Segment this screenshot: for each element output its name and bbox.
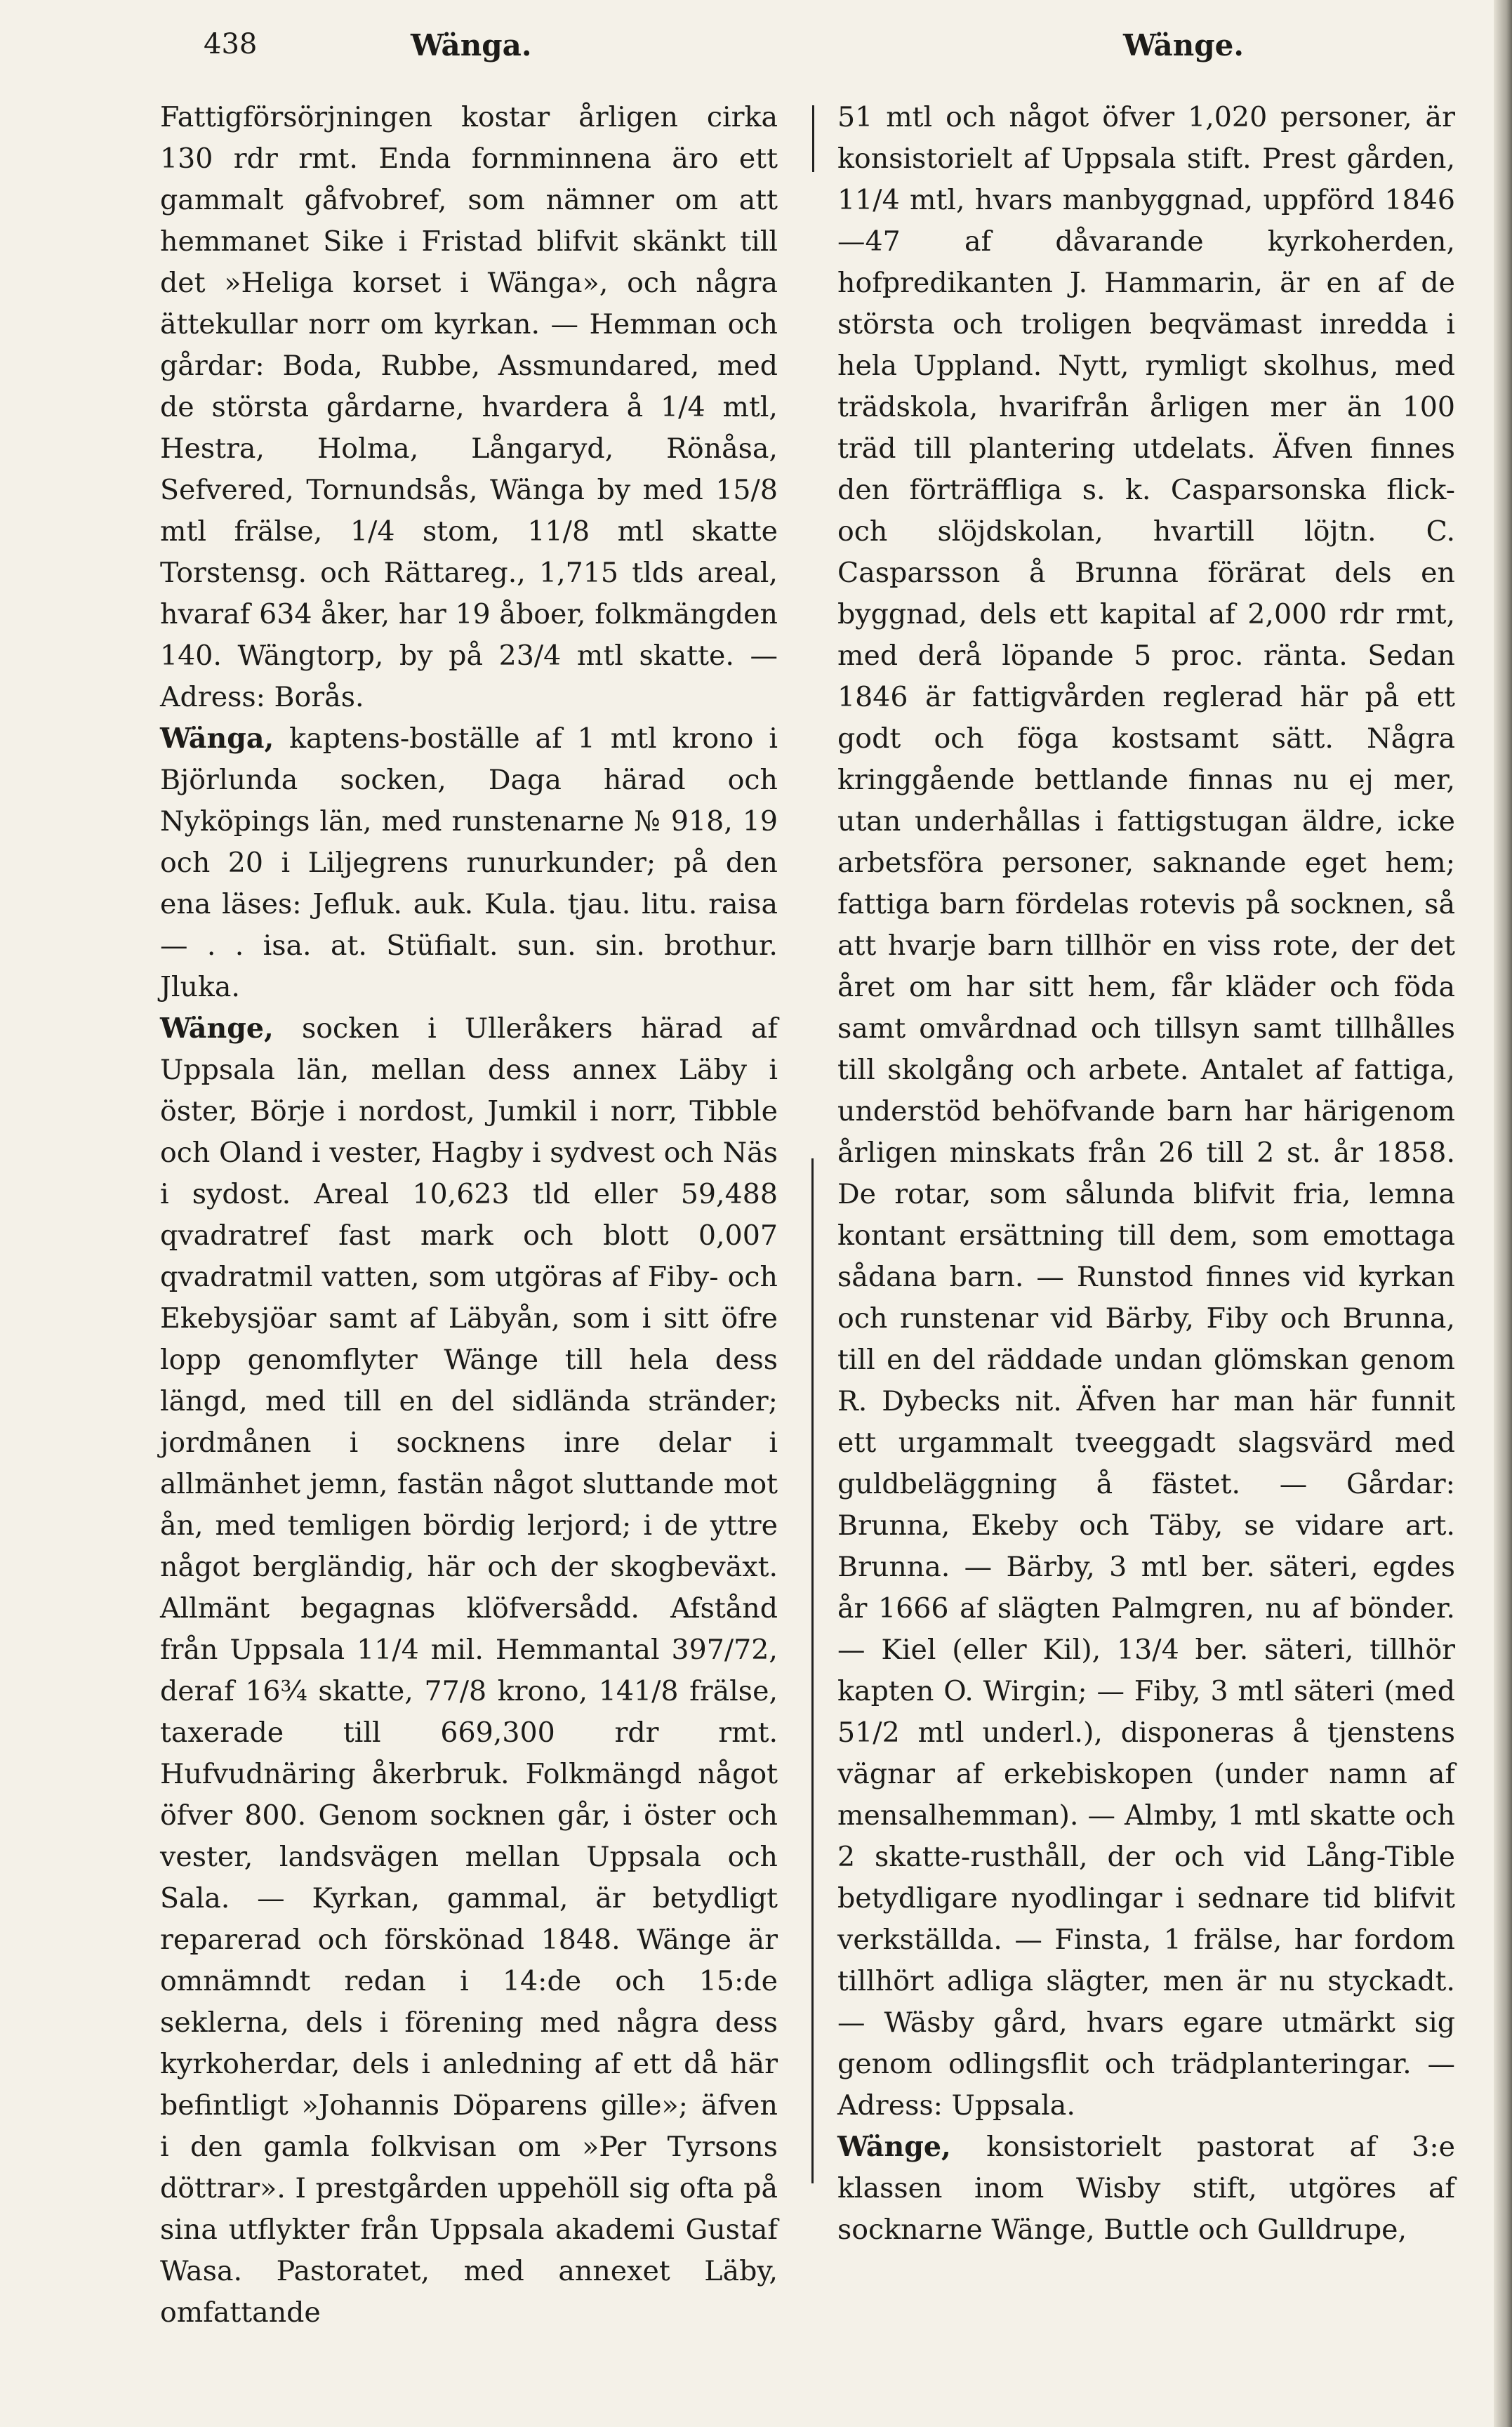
right-column xyxy=(837,97,1455,2251)
paragraph-wanga-kaptensbostalle xyxy=(160,718,778,1008)
page-edge-shadow xyxy=(1494,0,1512,2427)
entry-text: konsistorielt pastorat af 3:e klassen inom Wisby stift, utgöres af socknarne Wänge, Buttle och Gulldrupe, xyxy=(837,2131,1455,2246)
running-head-left: Wänga. xyxy=(411,28,532,62)
entry-heading: Wänge, xyxy=(160,1012,274,1045)
entry-text: socken i Ulleråkers härad af Uppsala län, mellan dess annex Läby i öster, Börje i nordost, Jumkil i norr, Tibble och Oland i vester, Hagby i sydvest och Näs i sydost. Areal 10,623 tld eller 59,488 qvadratref fast mark och blott 0,007 qvadratmil vatten, som utgöras af Fiby- och Ekebysjöar samt af Läbyån, som i sitt öfre lopp genomflyter Wänge till hela dess längd, med till en del sidlända stränder; jordmånen i socknens inre delar i allmänhet jemn, fastän något sluttande mot ån, med temligen bördig lerjord; i de yttre något bergländig, här och der skogbeväxt. Allmänt begagnas klöfversådd. Afstånd från Uppsala 11/4 mil. Hemmantal 397/72, deraf 16¾ skatte, 77/8 krono, 141/8 frälse, taxerade till 669,300 rdr rmt. Hufvudnäring åkerbruk. Folkmängd något öfver 800. Genom socknen går, i öster och vester, landsvägen mellan Uppsala och Sala. — Kyrkan, gammal, är betydligt reparerad och förskönad 1848. Wänge är omnämndt redan i 14:de och 15:de seklerna, dels i förening med några dess kyrkoherdar, dels i anledning af ett då här befintligt »Johannis Döparens gille»; äfven i den gamla folkvisan om »Per Tyrsons döttrar». I prestgården uppehöll sig ofta på sina utflykter från Uppsala akademi Gustaf Wasa. Pastoratet, med annexet Läby, omfattande xyxy=(160,1012,778,2329)
page-number: 438 xyxy=(204,28,258,60)
column-rule-upper xyxy=(812,105,814,172)
column-rule-lower xyxy=(811,1158,814,2183)
left-column xyxy=(160,97,778,2334)
paragraph-wange-pastorat xyxy=(837,2127,1455,2251)
entry-heading: Wänge, xyxy=(837,2131,951,2163)
running-head-right: Wänge. xyxy=(1123,28,1244,62)
paragraph-fattigforsorjning: Fattigförsörjningen kostar årligen cirka 130 rdr rmt. Enda fornminnena äro ett gammalt gåfvobref, som nämner om att hemmanet Sike i Fristad blifvit skänkt till det »Heliga korset i Wänga», och några ättekullar norr om kyrkan. — Hemman och gårdar: Boda, Rubbe, Assmundared, med de största gårdarne, hvardera å 1/4 mtl, Hestra, Holma, Långaryd, Rönåsa, Sefvered, Tornundsås, Wänga by med 15/8 mtl frälse, 1/4 stom, 11/8 mtl skatte Torstensg. och Rättareg., 1,715 tlds areal, hvaraf 634 åker, har 19 åboer, folkmängden 140. Wängtorp, by på 23/4 mtl skatte. — Adress: Borås. xyxy=(160,101,778,713)
entry-heading: Wänga, xyxy=(160,722,274,755)
paragraph-pastorat: 51 mtl och något öfver 1,020 personer, är konsistorielt af Uppsala stift. Prest gården, 11/4 mtl, hvars manbyggnad, uppförd 1846—47 af dåvarande kyrkoherden, hofpredikanten J. Hammarin, är en af de största och troligen beqvämast inredda i hela Uppland. Nytt, rymligt skolhus, med trädskola, hvarifrån årligen mer än 100 träd till plantering utdelats. Äfven finnes den förträffliga s. k. Casparsonska flick- och slöjdskolan, hvartill löjtn. C. Casparsson å Brunna förärat dels en byggnad, dels ett kapital af 2,000 rdr rmt, med derå löpande 5 proc. ränta. Sedan 1846 är fattigvården reglerad här på ett godt och föga kostsamt sätt. Några kringgående bettlande finnas nu ej mer, utan underhållas i fattigstugan äldre, icke arbetsföra personer, saknande eget hem; fattiga barn fördelas rotevis på socknen, så att hvarje barn tillhör en viss rote, der det året om har sitt hem, får kläder och föda samt omvårdnad och tillsyn samt tillhålles till skolgång och arbete. Antalet af fattiga, understöd behöfvande barn har härigenom årligen minskats från 26 till 2 st. år 1858. De rotar, som sålunda blifvit fria, lemna kontant ersättning till dem, som emottaga sådana barn. — Runstod finnes vid kyrkan och runstenar vid Bärby, Fiby och Brunna, till en del räddade undan glömskan genom R. Dybecks nit. Äfven har man här funnit ett urgammalt tveeggadt slagsvärd med guldbeläggning å fästet. — Gårdar: Brunna, Ekeby och Täby, se vidare art. Brunna. — Bärby, 3 mtl ber. säteri, egdes år 1666 af slägten Palmgren, nu af bönder. — Kiel (eller Kil), 13/4 ber. säteri, tillhör kapten O. Wirgin; — Fiby, 3 mtl säteri (med 51/2 mtl underl.), disponeras å tjenstens vägnar af erkebiskopen (under namn af mensalhemman). — Almby, 1 mtl skatte och 2 skatte-rusthåll, der och vid Lång-Tible betydligare nyodlingar i sednare tid blifvit verkställda. — Finsta, 1 frälse, har fordom tillhört adliga slägter, men är nu styckadt. — Wäsby gård, hvars egare utmärkt sig genom odlingsflit och trädplanteringar. — Adress: Uppsala. xyxy=(837,101,1455,2122)
entry-text: kaptens-boställe af 1 mtl krono i Björlunda socken, Daga härad och Nyköpings län, med runstenarne № 918, 19 och 20 i Liljegrens runurkunder; på den ena läses: Jefluk. auk. Kula. tjau. litu. raisa — . . isa. at. Stüfialt. sun. sin. brothur. Jluka. xyxy=(160,722,778,1003)
paragraph-wange-socken xyxy=(160,1008,778,2334)
